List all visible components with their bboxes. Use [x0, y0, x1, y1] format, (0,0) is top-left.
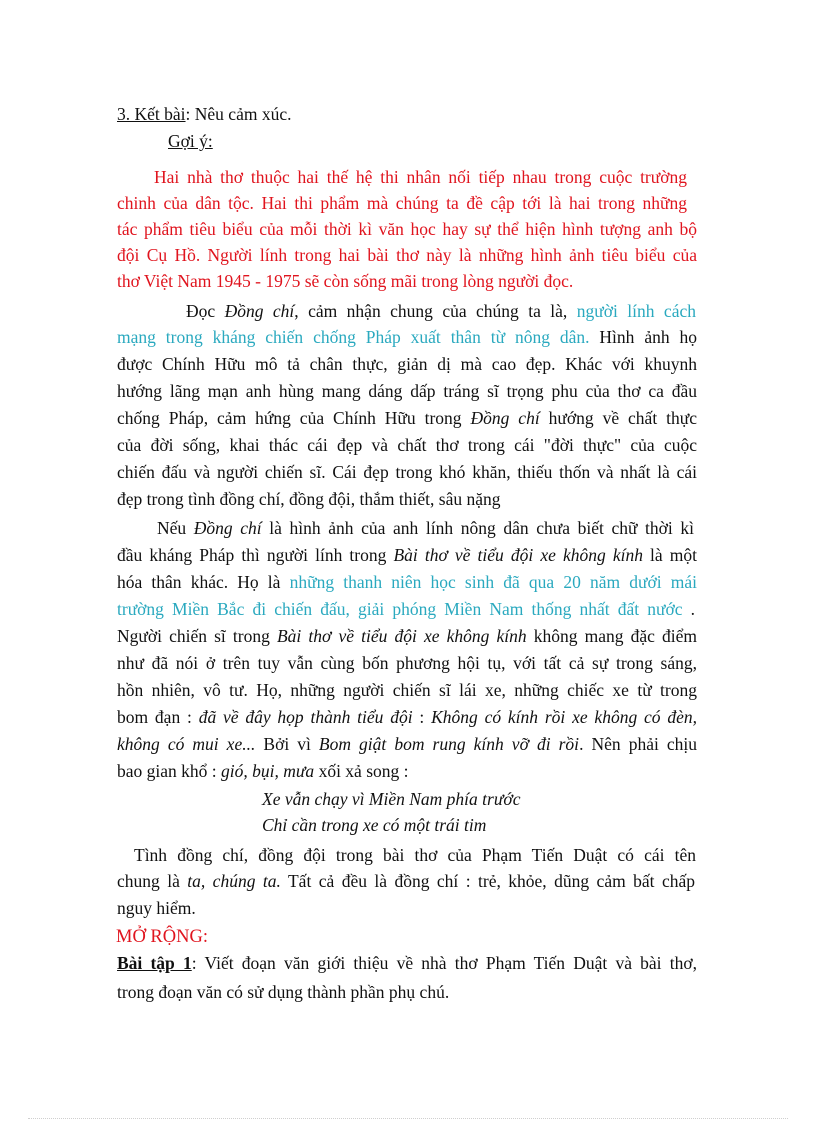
paragraph-4-line: nguy hiểm.: [117, 898, 196, 918]
paragraph-3-line: Nếu Đồng chí là hình ảnh của anh lính nông dân chưa biết chữ thời kì: [157, 518, 695, 538]
paragraph-3-line: hồn nhiên, vô tư. Họ, những người chiến sĩ lái xe, những chiếc xe từ trong: [117, 680, 697, 700]
paragraph-3-line: hóa thân khác. Họ là những thanh niên học sinh đã qua 20 năm dưới mái: [117, 572, 697, 592]
paragraph-2-line: chiến đấu và người chiến sĩ. Cái đẹp trong khó khăn, thiếu thốn và nhất là cái: [117, 462, 697, 482]
section-3-heading: [117, 101, 697, 128]
red-paragraph-line: đội Cụ Hồ. Người lính trong hai bài thơ này là những hình ảnh tiêu biểu của: [117, 245, 697, 265]
exercise-1-line: Bài tập 1: Viết đoạn văn giới thiệu về nhà thơ Phạm Tiến Duật và bài thơ,: [117, 953, 697, 973]
exercise-1-label: Bài tập 1: [117, 953, 192, 973]
paragraph-3-line: bom đạn : đã về đây họp thành tiểu đội : Không có kính rồi xe không có đèn,: [117, 707, 697, 727]
paragraph-3-line: đầu kháng Pháp thì người lính trong Bài thơ về tiểu đội xe không kính là một: [117, 545, 697, 565]
mo-rong-heading: MỞ RỘNG:: [116, 927, 208, 947]
paragraph-3-line: như đã nói ở trên tuy vẫn cùng bốn phương hội tụ, với tất cả sự trong sáng,: [117, 653, 697, 673]
red-paragraph-line: thơ Việt Nam 1945 - 1975 sẽ còn sống mãi trong lòng người đọc.: [117, 271, 574, 291]
paragraph-3-line: trường Miền Bắc đi chiến đấu, giải phóng Miền Nam thống nhất đất nước .: [117, 599, 696, 619]
page-bottom-rule: [28, 1118, 788, 1119]
paragraph-3-line: Người chiến sĩ trong Bài thơ về tiểu đội xe không kính không mang đặc điểm: [117, 626, 698, 646]
paragraph-2-line: Đọc Đồng chí, cảm nhận chung của chúng ta là, người lính cách: [186, 301, 696, 321]
paragraph-2-line: của đời sống, khai thác cái đẹp và chất thơ trong cái "đời thực" của cuộc: [117, 435, 697, 455]
verse-line: Chỉ cần trong xe có một trái tim: [262, 815, 487, 835]
paragraph-3-line: bao gian khổ : gió, bụi, mưa xối xả song :: [117, 761, 409, 781]
paragraph-2-line: mạng trong kháng chiến chống Pháp xuất thân từ nông dân. Hình ảnh họ: [117, 327, 697, 347]
exercise-1-line: trong đoạn văn có sử dụng thành phần phụ chú.: [117, 982, 450, 1002]
paragraph-4-line: Tình đồng chí, đồng đội trong bài thơ của Phạm Tiến Duật có cái tên: [134, 845, 696, 865]
paragraph-2-line: chống Pháp, cảm hứng của Chính Hữu trong Đồng chí hướng về chất thực: [117, 408, 697, 428]
red-paragraph-line: chinh của dân tộc. Hai thi phẩm mà chúng ta đề cập tới là hai trong những: [117, 193, 687, 213]
paragraph-2-line: được Chính Hữu mô tả chân thực, giản dị mà cao đẹp. Khác với khuynh: [117, 354, 697, 374]
goi-y-heading: Gợi ý:: [168, 131, 213, 151]
section-3-label: 3. Kết bài: [117, 104, 186, 124]
red-paragraph-line: tác phẩm tiêu biểu của mỗi thời kì văn học hay sự thể hiện hình tượng anh bộ: [117, 219, 697, 239]
paragraph-2-line: đẹp trong tình đồng chí, đồng đội, thắm thiết, sâu nặng: [117, 489, 501, 509]
paragraph-4-line: chung là ta, chúng ta. Tất cả đều là đồng chí : trẻ, khỏe, dũng cảm bất chấp: [117, 871, 695, 891]
paragraph-2-line: hướng lãng mạn anh hùng mang dáng dấp tráng sĩ trọng phu của thơ ca đầu: [117, 381, 697, 401]
section-3-text: : Nêu cảm xúc.: [185, 104, 292, 124]
red-paragraph-line: Hai nhà thơ thuộc hai thế hệ thi nhân nối tiếp nhau trong cuộc trường: [154, 167, 687, 187]
paragraph-3-line: không có mui xe... Bởi vì Bom giật bom rung kính vỡ đi rồi. Nên phải chịu: [117, 734, 698, 754]
verse-line: Xe vẫn chạy vì Miền Nam phía trước: [262, 789, 521, 809]
